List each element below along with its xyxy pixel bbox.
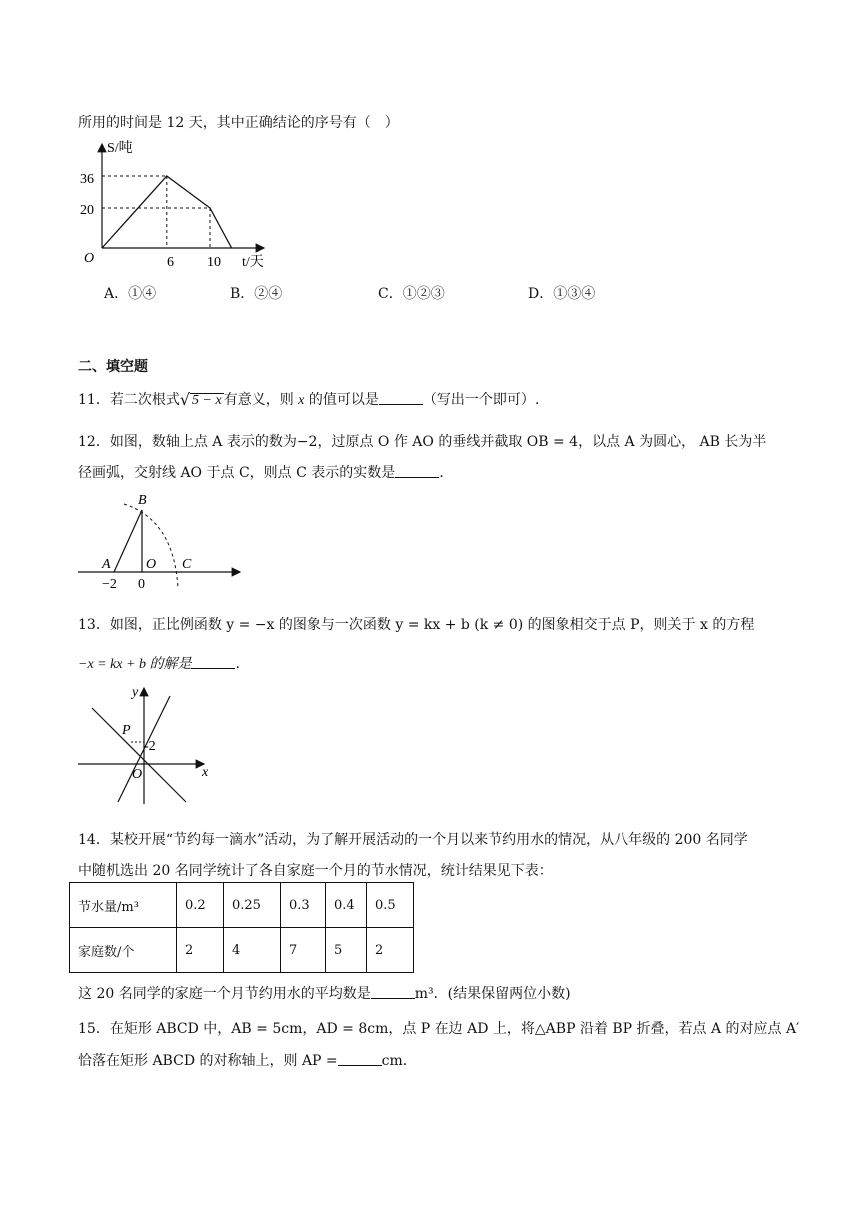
q14-after-a: 这 20 名同学的家庭一个月节约用水的平均数是 [78, 986, 371, 1002]
q14-line2: 中随机选出 20 名同学统计了各自家庭一个月的节水情况，统计结果见下表： [78, 863, 553, 879]
table-cell: 家庭数/个 [70, 928, 177, 973]
q10-option-a: A．①④ [104, 286, 157, 302]
q12-label-minus2: −2 [102, 577, 117, 592]
q10-y-tick-36: 36 [80, 172, 94, 187]
q11-answer-blank[interactable] [379, 391, 423, 405]
q12-answer-blank[interactable] [395, 464, 439, 478]
q11-var: x [298, 393, 305, 408]
table-cell: 0.5 [367, 883, 414, 928]
q14-answer-blank[interactable] [371, 985, 415, 999]
q10-tail-text: 所用的时间是 12 天，其中正确结论的序号有（ ） [78, 115, 399, 131]
q13-answer-blank[interactable] [191, 655, 235, 669]
q10-y-axis-label: S/吨 [107, 141, 133, 156]
q11-text-c: 的值可以是 [308, 392, 379, 408]
q12-label-a: A [102, 557, 111, 572]
q12-label-c: C [182, 557, 192, 572]
q13-line2-text: −x = kx + b 的解是 [78, 657, 192, 672]
q15-line2-b: cm． [381, 1053, 417, 1069]
table-row [70, 883, 414, 928]
q14-after-b: m³．(结果保留两位小数) [414, 986, 571, 1002]
q14-table [69, 882, 414, 973]
q10-x-tick-10: 10 [207, 255, 221, 270]
q15-answer-blank[interactable] [338, 1052, 382, 1066]
q13-label-o: O [132, 767, 143, 782]
q12-segment-ab [114, 510, 142, 572]
q12-label-b: B [138, 493, 147, 508]
q15-line1: 15．在矩形 ABCD 中，AB = 5cm，AD = 8cm，点 P 在边 AD 上，将△ABP 沿着 BP 折叠，若点 A 的对应点 A′ [78, 1021, 800, 1037]
q12-line2-text: 径画弧，交射线 AO 于点 C，则点 C 表示的实数是 [78, 465, 396, 481]
q13-label-p: P [122, 723, 131, 738]
q11-text-b: 有意义，则 [223, 392, 294, 408]
table-cell: 5 [326, 928, 367, 973]
q11-text-d: （写出一个即可）. [422, 392, 540, 408]
table-cell: 0.25 [224, 883, 281, 928]
table-cell: 0.3 [281, 883, 326, 928]
q13-label-x: x [202, 765, 209, 780]
table-cell: 0.4 [326, 883, 367, 928]
q12-label-o: O [146, 557, 157, 572]
q12-line2 [78, 462, 444, 482]
q13-line2 [78, 653, 240, 673]
q10-graph [78, 138, 278, 272]
q10-option-d: D．①③④ [528, 286, 596, 302]
table-cell: 节水量/m³ [70, 883, 177, 928]
q13-label-y: y [132, 685, 139, 700]
table-cell: 4 [224, 928, 281, 973]
q10-origin-label: O [84, 251, 95, 266]
q13-line1: 13．如图，正比例函数 y = −x 的图象与一次函数 y = kx + b (k ≠ 0) 的图象相交于点 P，则关于 x 的方程 [78, 617, 755, 633]
q12-line1: 12．如图，数轴上点 A 表示的数为−2，过原点 O 作 AO 的垂线并截取 OB = 4，以点 A 为圆心， AB 长为半 [78, 434, 767, 450]
q11-line [78, 389, 539, 409]
q13-line2-end: . [235, 656, 240, 672]
q13-line-y-neg-x [92, 708, 186, 802]
q10-option-b: B．②④ [230, 286, 283, 302]
table-row [70, 928, 414, 973]
q14-line1: 14．某校开展“节约每一滴水”活动，为了解开展活动的一个月以来节约用水的情况，从八年级的 200 名同学 [78, 832, 748, 848]
q15-line2 [78, 1050, 417, 1070]
q12-arc [124, 504, 178, 588]
table-cell: 2 [177, 928, 224, 973]
q11-text-a: 若二次根式 [109, 392, 180, 408]
q13-figure [78, 680, 218, 808]
table-cell: 0.2 [177, 883, 224, 928]
q12-line2-end: . [439, 465, 444, 481]
q12-label-zero: 0 [138, 577, 145, 592]
q13-label-minus2: -2 [144, 739, 156, 754]
q11-radicand: 5 − x [192, 393, 222, 408]
q10-x-axis-label: t/天 [242, 255, 264, 270]
q14-after-line [78, 983, 571, 1003]
q12-figure [78, 490, 248, 592]
q10-option-c: C．①②③ [378, 286, 445, 302]
q11-number: 11． [78, 392, 110, 408]
q10-series [102, 176, 232, 248]
q10-x-tick-6: 6 [167, 255, 174, 270]
section-title: 二、填空题 [78, 359, 148, 375]
table-cell: 2 [367, 928, 414, 973]
q10-y-tick-20: 20 [80, 203, 94, 218]
sqrt-sign: √ [179, 390, 191, 409]
table-cell: 7 [281, 928, 326, 973]
q15-line2-a: 恰落在矩形 ABCD 的对称轴上，则 AP = [78, 1053, 338, 1069]
